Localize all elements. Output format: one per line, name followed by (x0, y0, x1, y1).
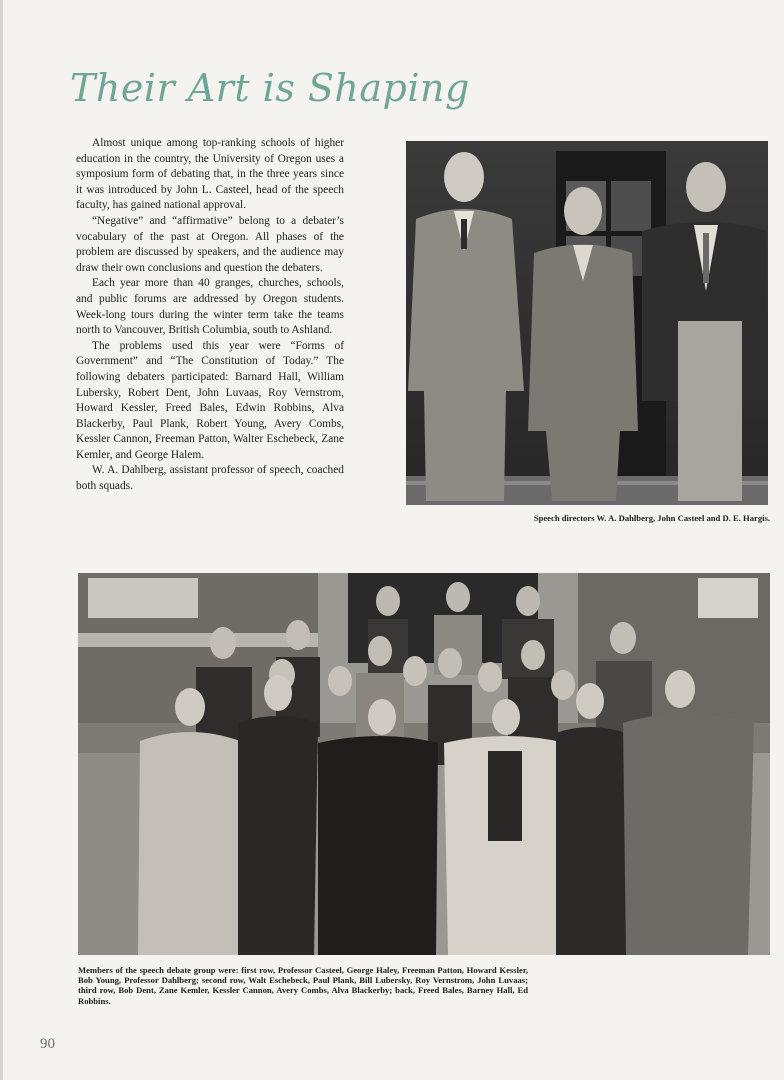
article-paragraph: The problems used this year were “Forms of Government” and “The Constitution of Today.” The following debaters participated: Barnard Hall, William Lubersky, Robert Dent, John Luvaas, Roy Vernstrom, Howard Kessler, Freed Bales, Edwin Robbins, Alva Blackerby, Paul Plank, Robert Young, Avery Combs, Kessler Cannon, Freeman Patton, Walter Eschebeck, Zane Kemler, and George Halem. (76, 339, 344, 461)
speech-directors-photo (406, 141, 768, 505)
article-paragraph: Each year more than 40 granges, churches, schools, and public forums are addressed by Oregon students. Week-long tours during the winter term take the teams north to Vancouver, British Columbia, south to Ashland. (76, 277, 344, 337)
speech-directors-caption: Speech directors W. A. Dahlberg, John Casteel and D. E. Hargis. (533, 513, 770, 523)
debate-group-photo (78, 573, 770, 955)
article-paragraph: W. A. Dahlberg, assistant professor of speech, coached both squads. (76, 464, 344, 493)
article-paragraph: Almost unique among top-ranking schools of higher education in the country, the University of Oregon uses a symposium form of debating that, in the three years since it was introduced by John L. Casteel, head of the speech faculty, has gained national approval. (76, 137, 344, 212)
page-number: 90 (40, 1036, 55, 1052)
debate-group-caption: Members of the speech debate group were: first row, Professor Casteel, George Haley, Freeman Patton, Howard Kessler, Bob Young, Professor Dahlberg; second row, Walt Eschebeck, Paul Plank, Bill Lubersky, Roy Vernstrom, John Luvaas; third row, Bob Dent, Zane Kemler, Kessler Cannon, Avery Combs, Alva Blackerby; back, Freed Bales, Barney Hall, Ed Robbins. (78, 965, 528, 1006)
page-title: Their Art is Shaping (70, 66, 470, 110)
page-binding-edge (0, 0, 3, 1080)
article-paragraph: “Negative” and “affirmative” belong to a debater’s vocabulary of the past at Oregon. All phases of the problem are discussed by speakers, and the audience may draw their own conclusions and question the debaters. (76, 214, 344, 274)
article-body (76, 136, 344, 495)
